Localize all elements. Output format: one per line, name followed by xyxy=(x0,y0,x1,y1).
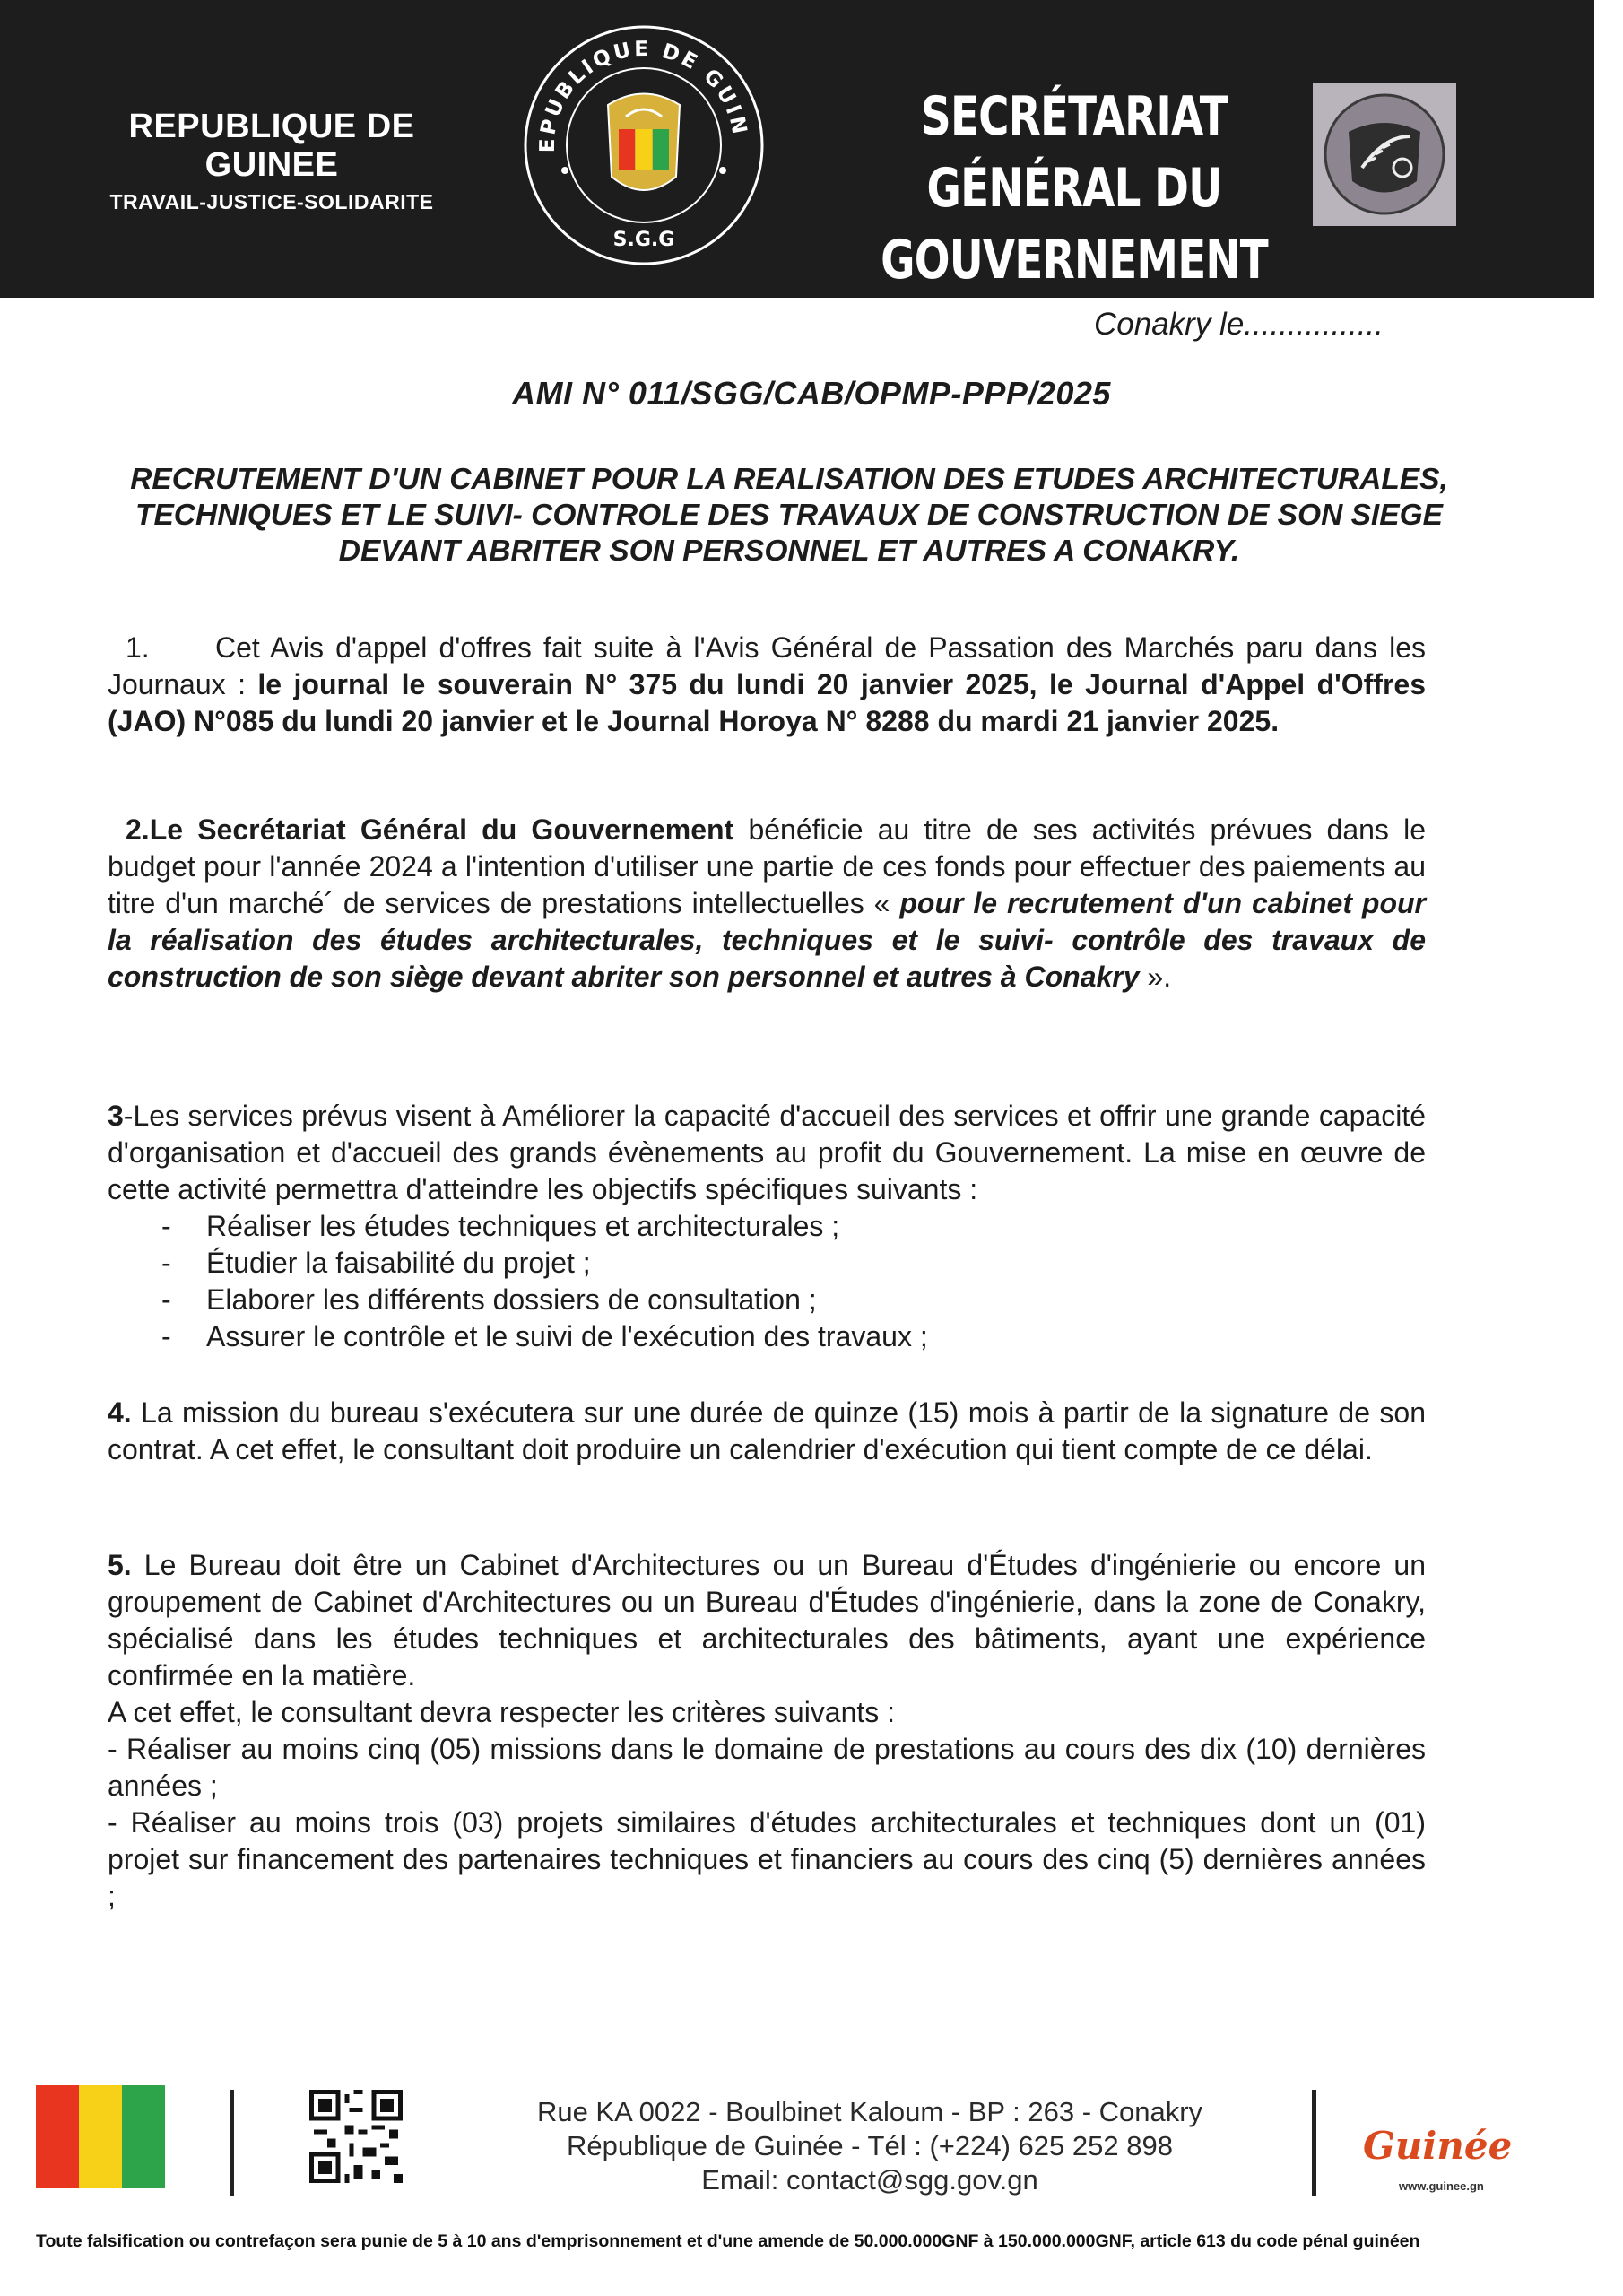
list-item-text: Elaborer les différents dossiers de consultation ; xyxy=(206,1283,817,1316)
guinea-flag-icon xyxy=(36,2085,165,2188)
national-seal-icon xyxy=(518,20,769,271)
ami-reference: AMI N° 011/SGG/CAB/OPMP-PPP/2025 xyxy=(512,375,1111,412)
paragraph-text: La mission du bureau s'exécutera sur une durée de quinze (15) mois à partir de la signature de son contrat. A cet effet, le consultant doit produire un calendrier d'exécution qui tient compte de ce délai. xyxy=(108,1396,1426,1465)
institution-title-line1: SECRÉTARIAT GÉNÉRAL DU xyxy=(921,85,1228,220)
paragraph-5 xyxy=(108,1547,1426,1915)
title-line: RECRUTEMENT D'UN CABINET POUR LA REALISATION DES ETUDES ARCHITECTURALES, xyxy=(130,463,1448,496)
paragraph-text: bénéficie au titre de ses activités prévues dans le budget pour l'année 2024 a l'intention d'utiliser une partie de ces fonds pour effectuer des paiements au titre d'un marché´ de services de prestations intellectuelles « xyxy=(108,813,1427,919)
paragraph-lead: 5. xyxy=(108,1549,132,1581)
criteria-item: - Réaliser au moins trois (03) projets similaires d'études architecturales et techniques dont un (01) projet sur financement des partenaires techniques et financiers au cours des cinq (5) dernières années ; xyxy=(108,1806,1426,1912)
paragraph-lead: 2.Le Secrétariat Général du Gouvernement xyxy=(126,813,734,846)
republic-block xyxy=(70,108,473,214)
date-line: Conakry le................ xyxy=(1094,307,1384,342)
footer-address xyxy=(421,2095,1318,2197)
list-item: - Réaliser les études techniques et architecturales ; xyxy=(161,1208,1426,1245)
paragraph-lead: 4. xyxy=(108,1396,132,1429)
objectives-list xyxy=(108,1208,1426,1355)
legal-disclaimer: Toute falsification ou contrefaçon sera punie de 5 à 10 ans d'emprisonnement et d'une amende de 50.000.000GNF à 150.000.000GNF, article 613 du code pénal guinéen xyxy=(36,2231,1420,2251)
paragraph-bold-italic-text: pour le recrutement d'un cabinet pour la réalisation des études architecturales, techniques et le suivi- contrôle des travaux de construction de son siège devant abriter son personnel et autres à Conakry xyxy=(108,887,1427,993)
address-line: Rue KA 0022 - Boulbinet Kaloum - BP : 263 - Conakry xyxy=(536,2096,1203,2127)
list-item: - Étudier la faisabilité du projet ; xyxy=(161,1245,1426,1282)
title-line: TECHNIQUES ET LE SUIVI- CONTROLE DES TRAVAUX DE CONSTRUCTION DE SON SIEGE xyxy=(135,499,1443,532)
paragraph-1 xyxy=(108,630,1426,740)
paragraph-number: 1. xyxy=(126,631,150,664)
header-band xyxy=(0,0,1594,298)
republic-title: REPUBLIQUE DE GUINEE xyxy=(128,108,415,184)
paragraph-4 xyxy=(108,1395,1426,1468)
address-line: République de Guinée - Tél : (+224) 625 252 898 xyxy=(567,2130,1173,2161)
paragraph-text: -Les services prévus visent à Améliorer la capacité d'accueil des services et offrir une grande capacité d'organisation et d'accueil des grands évènements au profit du Gouvernement. La mise en œuvre de cette activité permettra d'atteindre les objectifs spécifiques suivants : xyxy=(108,1100,1426,1205)
criteria-intro: A cet effet, le consultant devra respecter les critères suivants : xyxy=(108,1696,896,1728)
institution-title xyxy=(879,81,1271,296)
official-stamp-icon xyxy=(1313,83,1456,226)
paragraph-text: Le Bureau doit être un Cabinet d'Architectures ou un Bureau d'Études d'ingénierie ou encore un groupement de Cabinet d'Architectures ou un Bureau d'Études d'ingénierie, dans la zone de Conakry, spécialisé dans les études techniques et architecturales des bâtiments, ayant une expérience confirmée en la matière. xyxy=(108,1549,1426,1692)
criteria-item: - Réaliser au moins cinq (05) missions dans le domaine de prestations au cours des dix (10) dernières années ; xyxy=(108,1733,1426,1802)
email-line: Email: contact@sgg.gov.gn xyxy=(701,2164,1038,2196)
list-item-text: Assurer le contrôle et le suivi de l'exécution des travaux ; xyxy=(206,1320,928,1352)
republic-motto: TRAVAIL-JUSTICE-SOLIDARITE xyxy=(109,190,434,213)
guinee-brand-url: www.guinee.gn xyxy=(1399,2179,1484,2193)
paragraph-3 xyxy=(108,1098,1426,1355)
list-item-text: Réaliser les études techniques et architecturales ; xyxy=(206,1210,840,1242)
paragraph-bold-text: le journal le souverain N° 375 du lundi 20 janvier 2025, le Journal d'Appel d'Offres (JAO) N°085 du lundi 20 janvier et le Journal Horoya N° 8288 du mardi 21 janvier 2025. xyxy=(108,668,1426,737)
seal-ring-text: EPUBLIQUE DE GUIN xyxy=(535,37,751,153)
paragraph-2 xyxy=(108,812,1426,996)
list-item: - Assurer le contrôle et le suivi de l'exécution des travaux ; xyxy=(161,1318,1426,1355)
title-line: DEVANT ABRITER SON PERSONNEL ET AUTRES A CONAKRY. xyxy=(338,535,1240,568)
paragraph-close: ». xyxy=(1139,961,1172,993)
paragraph-text: Cet Avis d'appel d'offres fait suite à l'Avis Général de Passation des Marchés paru dans les Journaux : xyxy=(108,631,1426,700)
document-title xyxy=(108,462,1471,570)
institution-title-line2: GOUVERNEMENT xyxy=(881,229,1268,291)
seal-bottom-text: S.G.G xyxy=(612,229,675,251)
list-item: - Elaborer les différents dossiers de consultation ; xyxy=(161,1282,1426,1318)
footer-divider xyxy=(1312,2090,1316,2196)
paragraph-lead: 3 xyxy=(108,1100,124,1132)
list-item-text: Étudier la faisabilité du projet ; xyxy=(206,1247,591,1279)
footer-divider xyxy=(230,2090,234,2196)
qr-code-icon xyxy=(309,2090,403,2183)
guinee-brand-logo: Guinée xyxy=(1363,2124,1513,2168)
